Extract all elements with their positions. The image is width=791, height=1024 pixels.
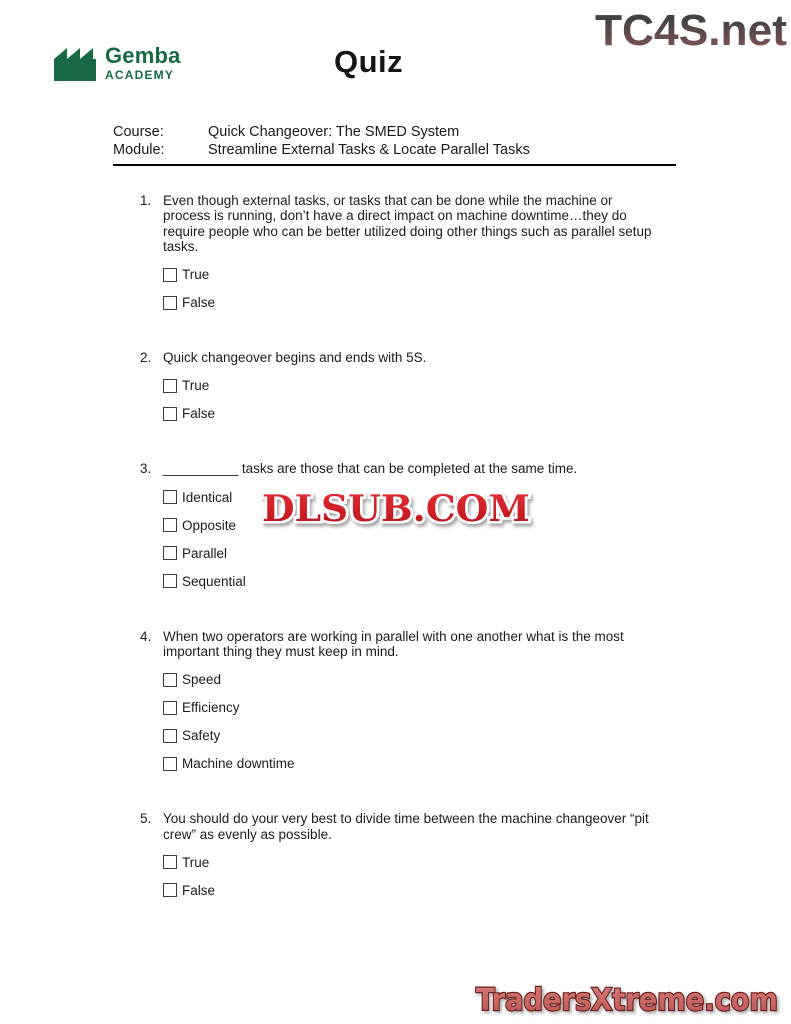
option-efficiency [163, 700, 663, 715]
option-label: Opposite [182, 517, 237, 533]
option-true [163, 378, 663, 393]
page-title: Quiz [334, 44, 404, 79]
option-label: Machine downtime [182, 756, 295, 772]
traders-watermark-text [468, 977, 788, 1023]
question-body [163, 811, 663, 898]
option-label: Identical [182, 489, 233, 505]
option-label: Parallel [182, 545, 228, 561]
module-value: Streamline External Tasks & Locate Parallel Tasks [208, 142, 530, 158]
option-sequential [163, 574, 663, 589]
question-number: 5. [140, 811, 152, 827]
checkbox-identical[interactable] [163, 490, 177, 504]
option-false [163, 406, 663, 421]
logo-text [105, 45, 181, 81]
option-false [163, 295, 663, 310]
option-machine-downtime [163, 756, 663, 771]
tc4s-watermark-text [592, 2, 790, 56]
checkbox-true[interactable] [163, 268, 177, 282]
svg-text:TradersXtreme.com: TradersXtreme.com [476, 983, 778, 1018]
logo-subname: ACADEMY [105, 68, 175, 82]
option-label: Safety [182, 728, 221, 744]
option-label: False [182, 295, 216, 311]
svg-text:TC4S.net: TC4S.net [595, 6, 788, 55]
checkbox-machine-downtime[interactable] [163, 757, 177, 771]
factory-icon [52, 44, 98, 82]
option-true [163, 855, 663, 870]
checkbox-true[interactable] [163, 379, 177, 393]
traders-watermark [468, 977, 788, 1024]
option-safety [163, 728, 663, 743]
checkbox-false[interactable] [163, 883, 177, 897]
question-number: 2. [140, 350, 152, 366]
question-body [163, 350, 663, 421]
checkbox-sequential[interactable] [163, 574, 177, 588]
module-label: Module: [113, 142, 165, 158]
course-value: Quick Changeover: The SMED System [208, 124, 460, 140]
course-row [113, 123, 676, 141]
question-number: 4. [140, 628, 152, 644]
question-number: 1. [140, 193, 152, 208]
question-body [163, 193, 663, 310]
option-true [163, 267, 663, 282]
checkbox-false[interactable] [163, 296, 177, 310]
option-false [163, 883, 663, 898]
checkbox-false[interactable] [163, 407, 177, 421]
course-label: Course: [113, 124, 164, 140]
question-body [163, 629, 663, 772]
option-label: False [182, 882, 216, 898]
checkbox-safety[interactable] [163, 729, 177, 743]
option-label: Speed [182, 672, 222, 688]
option-label: False [182, 406, 216, 422]
question-text: Even though external tasks, or tasks that can be done while the machine or process is running, don’t have a direct impact on machine downtime…they do require people who can be better utilized doing other things such as parallel setup tasks. [163, 193, 652, 254]
question-5 [113, 811, 676, 898]
option-parallel [163, 546, 663, 561]
checkbox-speed[interactable] [163, 673, 177, 687]
question-4 [113, 629, 676, 772]
checkbox-true[interactable] [163, 855, 177, 869]
option-label: True [182, 854, 210, 870]
option-label: True [182, 267, 210, 283]
dlsub-watermark-text [254, 480, 544, 536]
question-1 [113, 193, 676, 310]
option-speed [163, 672, 663, 687]
question-text: __________ tasks are those that can be completed at the same time. [163, 461, 578, 477]
question-text: You should do your very best to divide time between the machine changeover “pit crew” as evenly as possible. [163, 811, 649, 842]
question-text: Quick changeover begins and ends with 5S. [163, 350, 427, 366]
option-label: True [182, 378, 210, 394]
checkbox-opposite[interactable] [163, 518, 177, 532]
dlsub-watermark [254, 480, 544, 541]
logo-name: Gemba [105, 43, 181, 68]
question-list [113, 193, 676, 938]
module-row [113, 141, 676, 159]
svg-text:DLSUB.COM: DLSUB.COM [262, 488, 530, 530]
checkbox-efficiency[interactable] [163, 701, 177, 715]
question-text: When two operators are working in parallel with one another what is the most important thing they must keep in mind. [163, 628, 624, 660]
option-label: Efficiency [182, 700, 240, 716]
checkbox-parallel[interactable] [163, 546, 177, 560]
tc4s-watermark [592, 2, 790, 61]
course-module-header [113, 123, 676, 166]
gemba-academy-logo [52, 44, 181, 82]
question-2 [113, 350, 676, 421]
question-number: 3. [140, 461, 152, 477]
option-label: Sequential [182, 573, 246, 589]
